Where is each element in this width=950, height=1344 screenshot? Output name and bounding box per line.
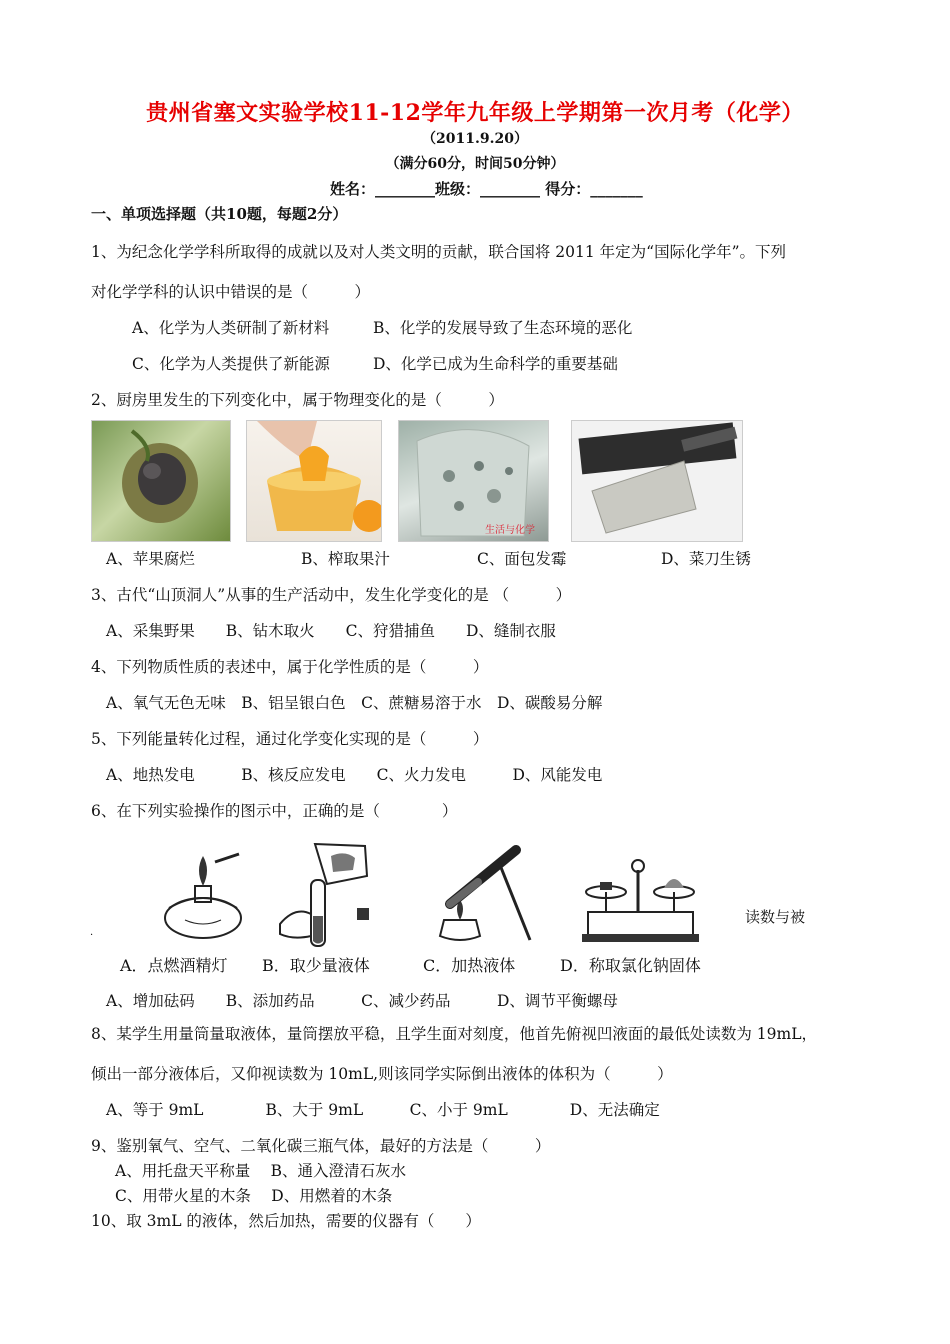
- bread-watermark: 生活与化学: [485, 525, 535, 536]
- rotten-apple-icon: [92, 421, 230, 541]
- juicer-photo: [246, 420, 382, 542]
- page-title: 贵州省塞文实验学校11-12学年九年级上学期第一次月考（化学）: [146, 100, 804, 126]
- q1-option-d: D、化学已成为生命科学的重要基础: [373, 355, 618, 373]
- q9-options-row2: C、用带火星的木条 D、用燃着的木条: [115, 1187, 393, 1205]
- q1-option-b: B、化学的发展导致了生态环境的恶化: [373, 319, 633, 337]
- juicer-icon: [247, 421, 381, 541]
- q6-option-c: C．加热液体: [423, 956, 516, 975]
- q2-option-b: B、榨取果汁: [301, 550, 390, 568]
- q9-stem: 9、鉴别氧气、空气、二氧化碳三瓶气体，最好的方法是（ ）: [91, 1137, 551, 1155]
- q6-option-a: A．点燃酒精灯: [120, 956, 228, 975]
- q9-options-row1: A、用托盘天平称量 B、通入澄清石灰水: [115, 1162, 407, 1180]
- kitchen-knife-photo: [571, 420, 743, 542]
- kitchen-knife-icon: [572, 421, 742, 541]
- q2-option-a: A、苹果腐烂: [106, 550, 195, 568]
- dropper-liquid-icon: [275, 836, 380, 951]
- q4-stem: 4、下列物质性质的表述中，属于化学性质的是（ ）: [91, 658, 489, 676]
- q5-options: A、地热发电 B、核反应发电 C、火力发电 D、风能发电: [106, 766, 603, 784]
- q8-stem-line2: 倾出一部分液体后，又仰视读数为 10mL,则该同学实际倒出液体的体积为（ ）: [91, 1065, 673, 1083]
- alcohol-lamp-icon: [155, 848, 250, 943]
- exam-date: （2011.9.20）: [422, 131, 528, 147]
- q6-option-b: B．取少量液体: [262, 956, 370, 975]
- q6-dot-mark: ·: [90, 930, 94, 941]
- student-fields: 姓名：________班级：________ 得分：_______: [330, 180, 643, 198]
- q1-option-c: C、化学为人类提供了新能源: [132, 355, 330, 373]
- q8-options: A、等于 9mL B、大于 9mL C、小于 9mL D、无法确定: [106, 1101, 660, 1119]
- exam-meta: （满分60分，时间50分钟）: [385, 156, 565, 172]
- q6-stem: 6、在下列实验操作的图示中，正确的是（ ）: [91, 802, 458, 820]
- q2-option-c: C、面包发霉: [477, 550, 567, 568]
- balance-scale-icon: [578, 852, 703, 947]
- q4-options: A、氧气无色无味 B、铝呈银白色 C、蔗糖易溶于水 D、碳酸易分解: [106, 694, 603, 712]
- q6-option-d: D．称取氯化钠固体: [560, 956, 701, 975]
- q2-option-d: D、菜刀生锈: [661, 550, 751, 568]
- q5-stem: 5、下列能量转化过程，通过化学变化实现的是（ ）: [91, 730, 489, 748]
- q8-stem-line1: 8、某学生用量筒量取液体，量筒摆放平稳，且学生面对刻度，他首先俯视凹液面的最低处读数为 19mL，: [91, 1025, 818, 1043]
- q2-stem: 2、厨房里发生的下列变化中，属于物理变化的是（ ）: [91, 391, 504, 409]
- q1-option-a: A、化学为人类研制了新材料: [132, 319, 330, 337]
- q3-stem: 3、古代“山顶洞人”从事的生产活动中，发生化学变化的是 （ ）: [91, 586, 572, 604]
- rotten-apple-photo: [91, 420, 231, 542]
- q1-stem-line2: 对化学学科的认识中错误的是（ ）: [91, 283, 371, 301]
- q3-options: A、采集野果 B、钻木取火 C、狩猎捕鱼 D、缝制衣服: [106, 622, 556, 640]
- heating-test-tube-icon: [420, 840, 540, 945]
- q6-fragment-text: ‍读数与被: [745, 908, 806, 926]
- q7-options: A、增加砝码 B、添加药品 C、减少药品 D、调节平衡螺母: [106, 992, 618, 1010]
- section-heading: 一、单项选择题（共10题，每题2分）: [91, 205, 348, 223]
- moldy-bread-photo: [398, 420, 549, 542]
- q1-stem-line1: 1、为纪念化学学科所取得的成就以及对人类文明的贡献，联合国将 2011 年定为“国际化学年”。下列: [91, 243, 787, 261]
- q10-stem: 10、取 3mL 的液体，然后加热，需要的仪器有（ ）: [91, 1212, 481, 1230]
